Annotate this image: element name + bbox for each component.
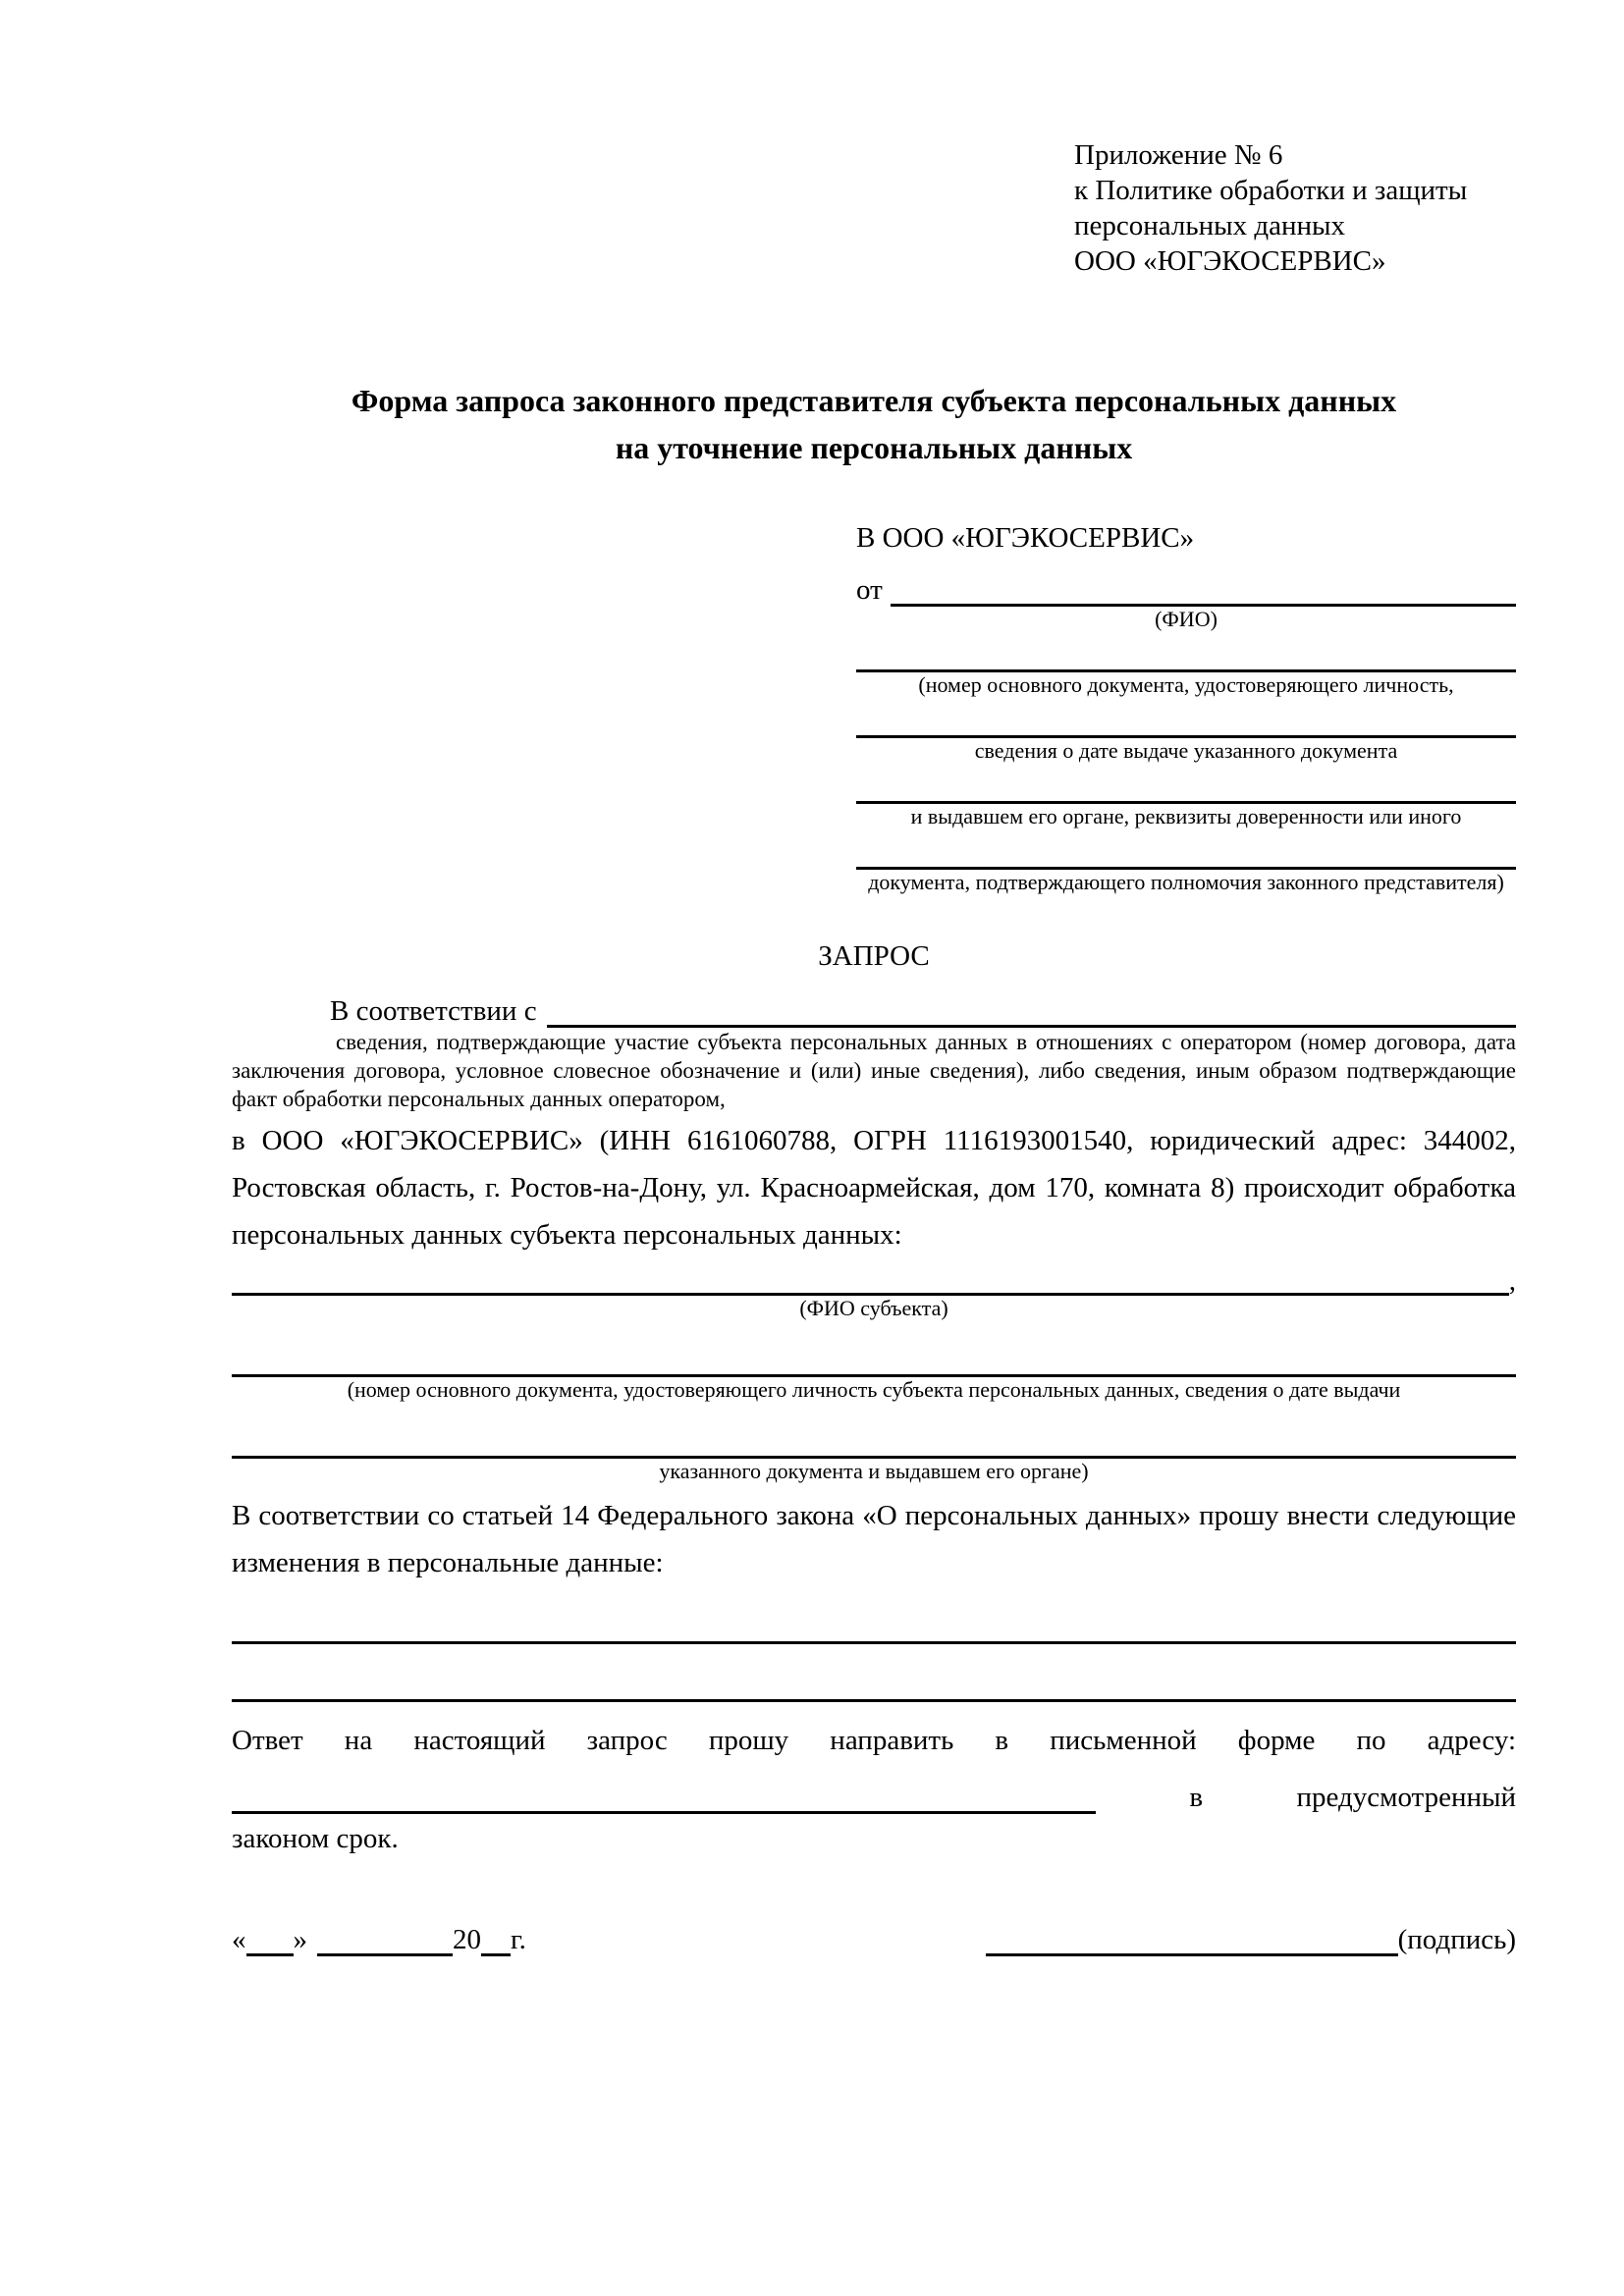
from-label: от	[856, 574, 883, 606]
field-caption: (номер основного документа, удостоверяющего личность,	[918, 672, 1454, 697]
field-caption: сведения о дате выдаче указанного документа	[974, 738, 1398, 763]
quote-close: »	[293, 1924, 307, 1955]
representative-doc-field	[856, 772, 1516, 829]
from-row	[856, 565, 1516, 607]
accordance-fill-line	[547, 989, 1516, 1028]
answer-paragraph-line3: законом срок.	[232, 1823, 399, 1854]
accordance-row	[232, 985, 1516, 1028]
field-caption: и выдавшем его органе, реквизиты доверенности или иного	[910, 804, 1462, 828]
year-fill-line	[481, 1924, 511, 1956]
appendix-header-block	[1074, 137, 1516, 279]
fill-line	[856, 772, 1516, 804]
fio-caption: (ФИО)	[1155, 607, 1218, 631]
fill-line	[232, 1345, 1516, 1377]
representative-doc-field	[856, 640, 1516, 698]
signature-fill-line	[986, 1924, 1398, 1956]
appendix-header-line: к Политике обработки и защиты	[1074, 175, 1468, 206]
field-caption: документа, подтверждающего полномочия законного представителя)	[868, 870, 1504, 894]
answer-paragraph-line1: Ответ на настоящий запрос прошу направить в письменной форме по адресу:	[232, 1725, 1516, 1756]
fill-line	[856, 837, 1516, 870]
subject-fio-row	[232, 1264, 1516, 1296]
subject-caption: (номер основного документа, удостоверяющего личность субъекта персональных данных, сведения о дате выдачи	[347, 1377, 1401, 1402]
month-fill-line	[317, 1924, 453, 1956]
answer-word: в	[1189, 1782, 1204, 1813]
appendix-header-line: ООО «ЮГЭКОСЕРВИС»	[1074, 245, 1386, 277]
year-prefix: 20	[453, 1924, 481, 1955]
signature-group	[986, 1924, 1516, 1956]
accordance-label: В соответствии с	[330, 995, 537, 1027]
from-fill-line	[891, 568, 1516, 607]
subject-caption: указанного документа и выдавшем его органе)	[659, 1459, 1089, 1483]
quote-open: «	[232, 1924, 246, 1955]
changes-fill-line	[232, 1660, 1516, 1702]
request-heading: ЗАПРОС	[818, 940, 930, 972]
changes-fill-line	[232, 1602, 1516, 1644]
form-title	[232, 377, 1516, 471]
fill-line	[232, 1263, 1509, 1296]
legal-note: сведения, подтверждающие участие субъекта персональных данных в отношениях с оператором (номер договора, дата заключения договора, условное словесное обозначение и (или) иные сведения), либо сведения, иным образом подтверждающие факт обработки персональных данных оператором,	[232, 1030, 1516, 1111]
appendix-header-line: персональных данных	[1074, 210, 1346, 241]
operator-paragraph: в ООО «ЮГЭКОСЕРВИС» (ИНН 6161060788, ОГРН 1116193001540, юридический адрес: 344002, Ростовская область, г. Ростов-на-Дону, ул. Красноармейская, дом 170, комната 8) происходит обработка персональных данных субъекта персональных данных:	[232, 1125, 1516, 1251]
representative-doc-field	[856, 706, 1516, 764]
day-fill-line	[246, 1924, 294, 1956]
trailing-comma: ,	[1508, 1265, 1516, 1297]
form-title-line1: Форма запроса законного представителя субъекта персональных данных	[351, 383, 1397, 418]
date-group	[232, 1924, 526, 1956]
representative-doc-field	[856, 837, 1516, 895]
fill-line	[856, 640, 1516, 672]
address-fill-line	[232, 1776, 1096, 1814]
subject-caption: (ФИО субъекта)	[799, 1296, 948, 1320]
recipient-block	[856, 516, 1516, 895]
year-suffix: г.	[511, 1924, 526, 1955]
signature-caption: (подпись)	[1397, 1924, 1516, 1955]
law-paragraph: В соответствии со статьей 14 Федерального закона «О персональных данных» прошу внести следующие изменения в персональные данные:	[232, 1500, 1516, 1578]
recipient-to-line: В ООО «ЮГЭКОСЕРВИС»	[856, 522, 1195, 554]
answer-paragraph-line2	[232, 1765, 1516, 1814]
fill-line	[232, 1426, 1516, 1459]
answer-word: предусмотренный	[1296, 1782, 1516, 1813]
fill-line	[856, 706, 1516, 738]
form-title-line2: на уточнение персональных данных	[615, 430, 1133, 465]
subject-doc-field	[232, 1426, 1516, 1484]
subject-doc-field	[232, 1345, 1516, 1403]
date-signature-row	[232, 1924, 1516, 1956]
appendix-header-line: Приложение № 6	[1074, 139, 1283, 171]
